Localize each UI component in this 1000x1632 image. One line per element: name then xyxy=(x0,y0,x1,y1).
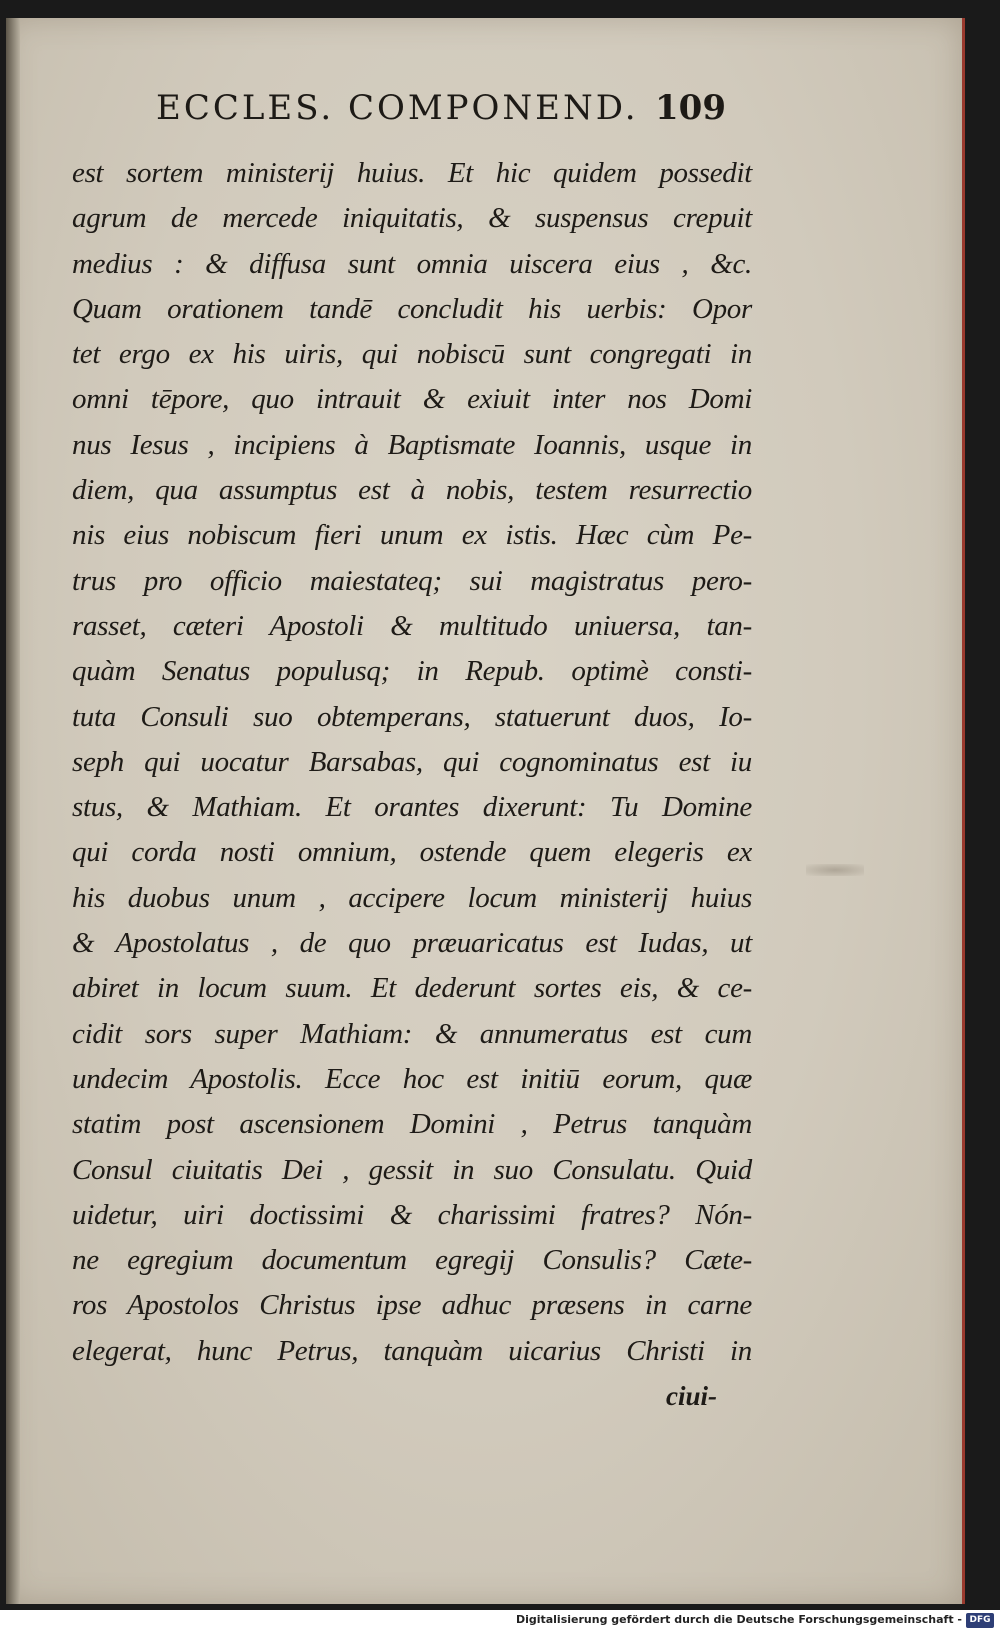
footer-bar xyxy=(0,1610,1000,1632)
text-line: tuta Consuli suo obtemperans, statuerunt duos, Io- xyxy=(72,700,752,733)
text-line: diem, qua assumptus est à nobis, testem resurrectio xyxy=(72,474,752,507)
running-title: ECCLES. COMPONEND. xyxy=(156,88,639,128)
text-line: stus, & Mathiam. Et orantes dixerunt: Tu Domine xyxy=(72,791,752,824)
text-line: quàm Senatus populusq; in Repub. optimè consti- xyxy=(72,655,752,688)
text-line: elegerat, hunc Petrus, tanquàm uicarius Christi in xyxy=(72,1334,752,1367)
text-line: cidit sors super Mathiam: & annumeratus est cum xyxy=(72,1017,752,1050)
text-line: est sortem ministerij huius. Et hic quidem possedit xyxy=(72,157,752,189)
text-line: rasset, cæteri Apostoli & multitudo uniuersa, tan- xyxy=(72,609,752,642)
body-text xyxy=(72,151,752,1374)
text-line: Consul ciuitatis Dei , gessit in suo Consulatu. Quid xyxy=(72,1153,752,1186)
text-line: qui corda nosti omnium, ostende quem elegeris ex xyxy=(72,836,752,869)
running-head xyxy=(156,88,726,138)
margin-smudge xyxy=(806,864,864,876)
text-line: agrum de mercede iniquitatis, & suspensus crepuit xyxy=(72,202,752,235)
text-line: ne egregium documentum egregij Consulis? Cæte- xyxy=(72,1244,752,1277)
text-line: & Apostolatus , de quo præuaricatus est Iudas, ut xyxy=(72,927,752,960)
book-page xyxy=(6,18,965,1604)
text-line: nus Iesus , incipiens à Baptismate Ioannis, usque in xyxy=(72,428,752,461)
text-line: Quam orationem tandē concludit his uerbis: Opor xyxy=(72,292,752,325)
page-gutter-shadow xyxy=(6,18,20,1604)
text-line: medius : & diffusa sunt omnia uiscera eius , &c. xyxy=(72,247,752,280)
text-line: seph qui uocatur Barsabas, qui cognominatus est iu xyxy=(72,745,752,778)
dfg-logo: DFG xyxy=(966,1613,994,1628)
text-line: statim post ascensionem Domini , Petrus tanquàm xyxy=(72,1108,752,1141)
text-line: nis eius nobiscum fieri unum ex istis. Hæc cùm Pe- xyxy=(72,519,752,552)
page-number: 109 xyxy=(655,88,726,128)
text-line: his duobus unum , accipere locum ministerij huius xyxy=(72,881,752,914)
text-line: abiret in locum suum. Et dederunt sortes eis, & ce- xyxy=(72,972,752,1005)
text-line: omni tēpore, quo intrauit & exiuit inter nos Domi xyxy=(72,383,752,416)
text-line: ros Apostolos Christus ipse adhuc præsens in carne xyxy=(72,1289,752,1322)
catchword: ciui- xyxy=(666,1381,717,1411)
text-line: uidetur, uiri doctissimi & charissimi fratres? Nón- xyxy=(72,1198,752,1231)
text-line: undecim Apostolis. Ecce hoc est initiū eorum, quæ xyxy=(72,1062,752,1095)
text-line: trus pro officio maiestateq; sui magistratus pero- xyxy=(72,564,752,597)
text-line: tet ergo ex his uiris, qui nobiscū sunt congregati in xyxy=(72,338,752,371)
funding-credit: Digitalisierung gefördert durch die Deutsche Forschungsgemeinschaft - xyxy=(515,1613,962,1626)
